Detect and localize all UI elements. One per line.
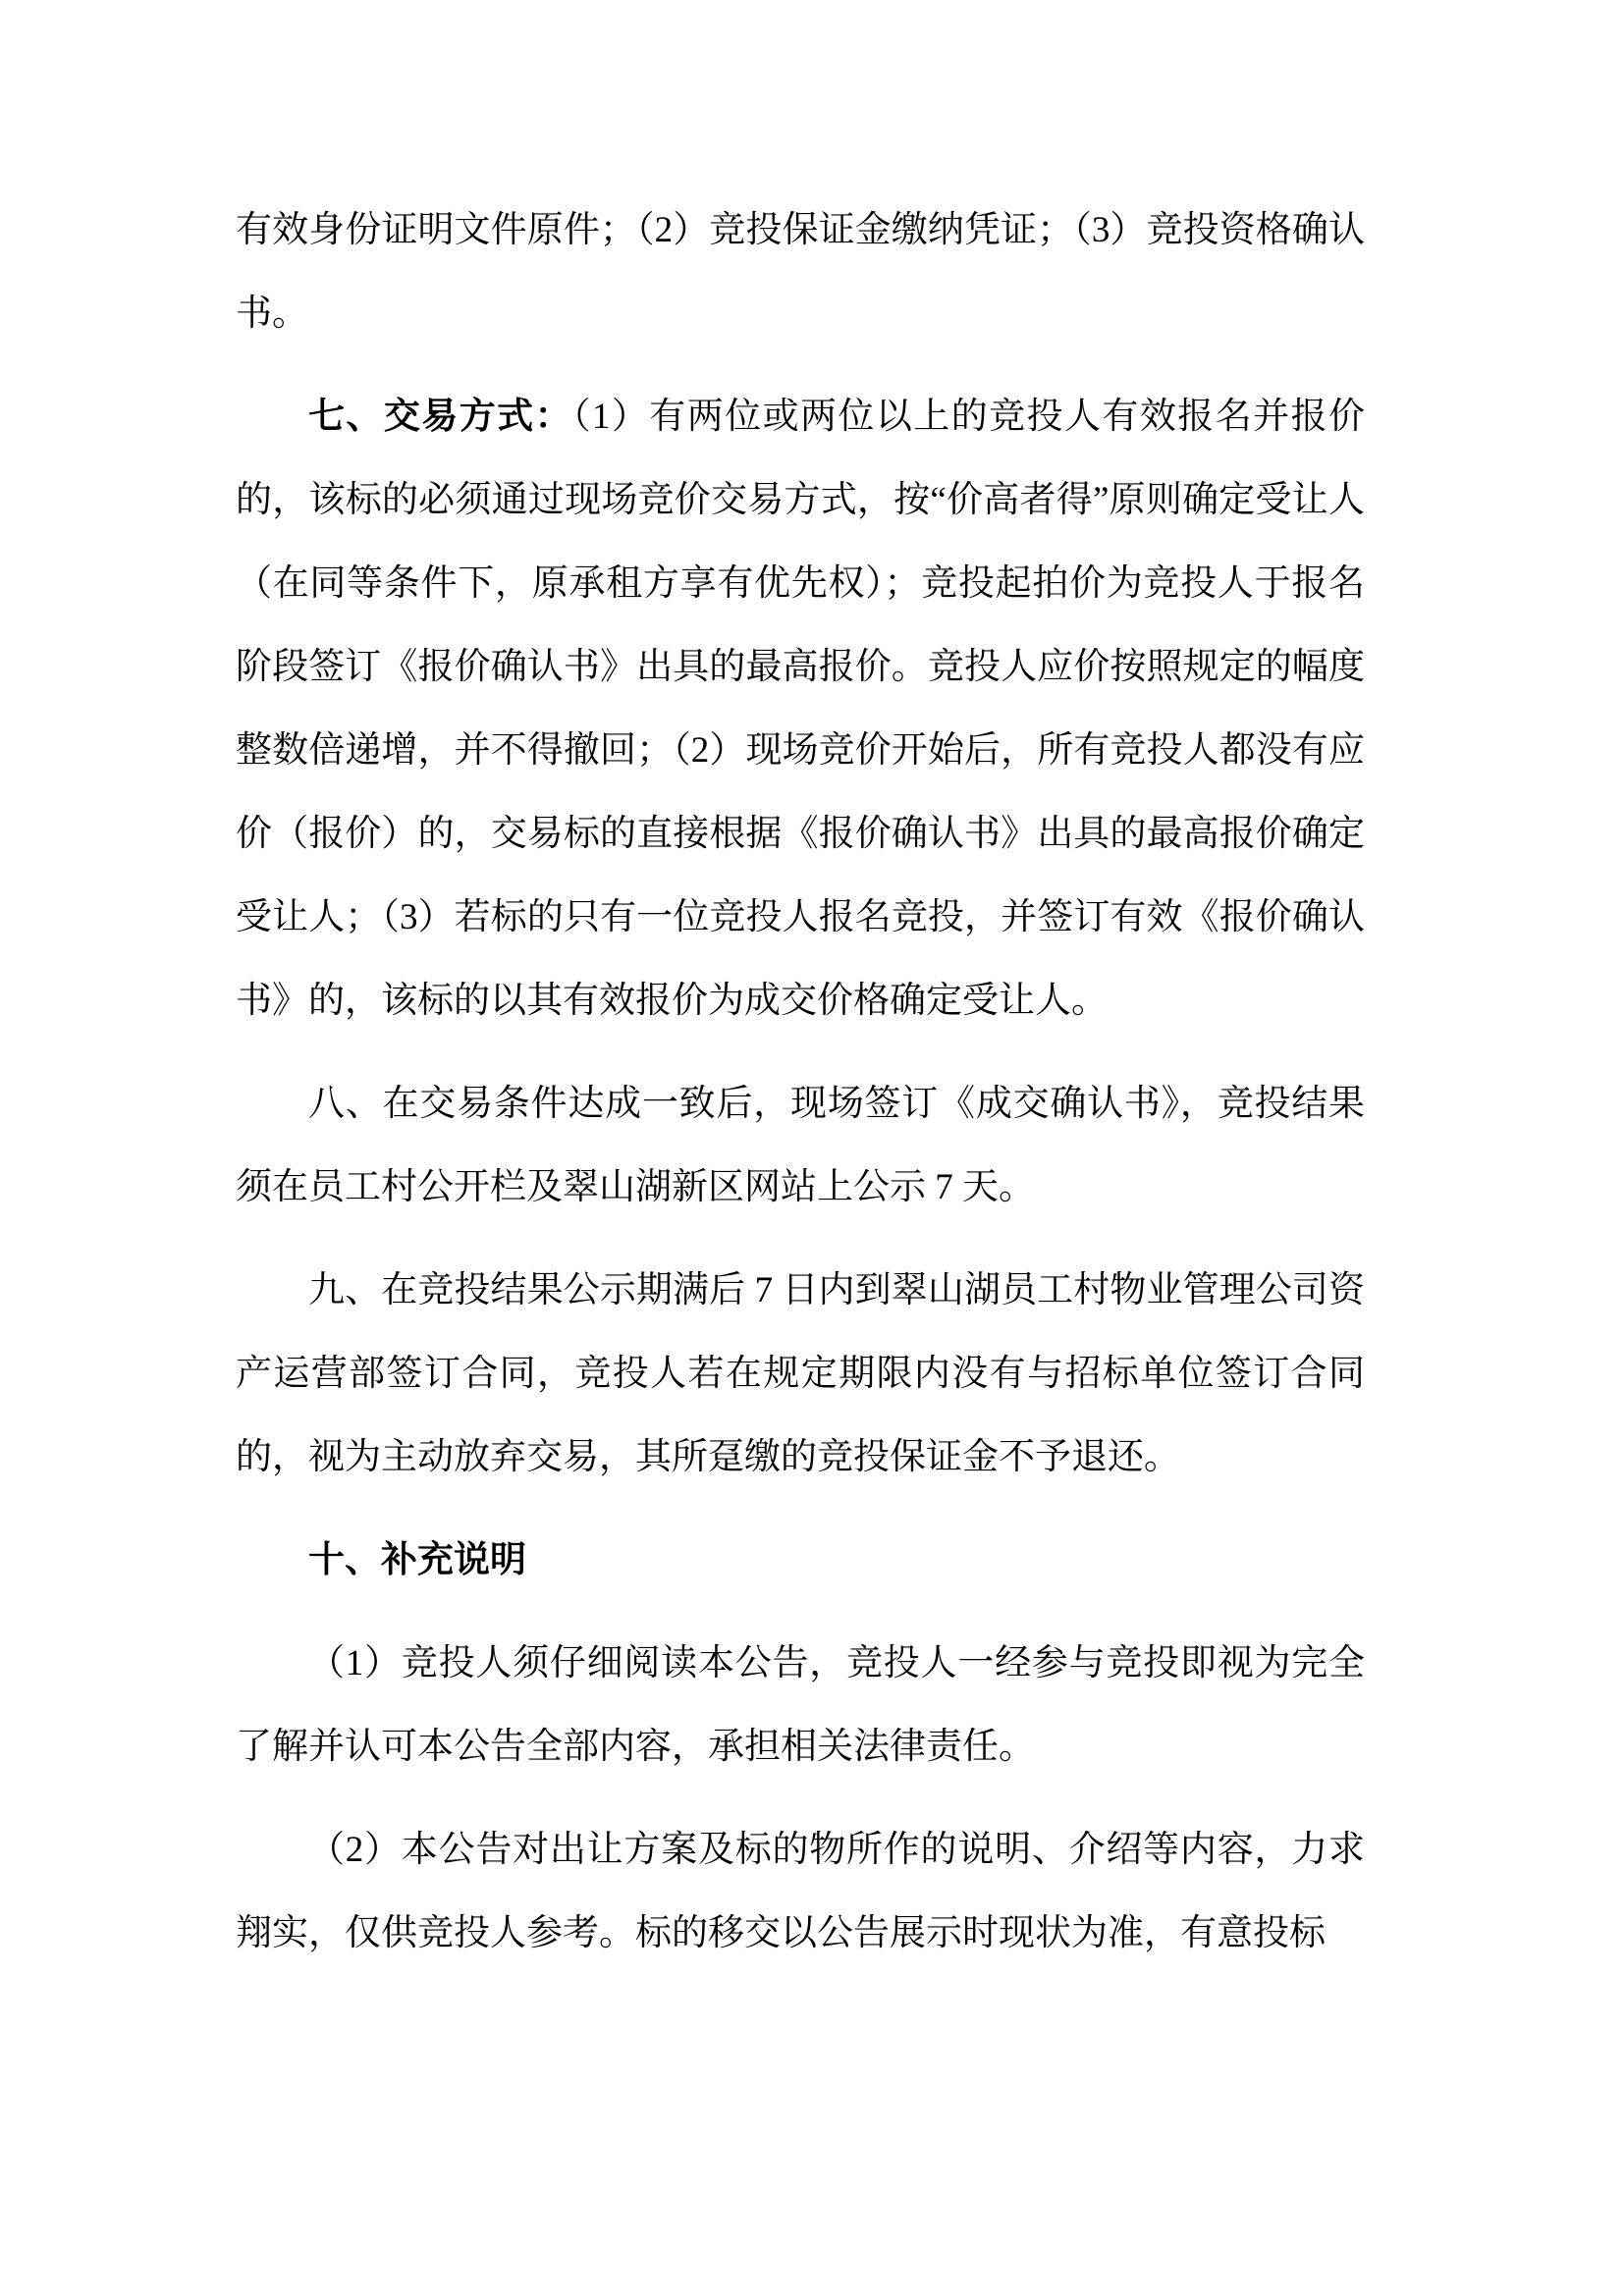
para-note-1 <box>236 1622 1365 1789</box>
text-run: 八、在交易条件达成一致后，现场签订《成交确认书》，竞投结果须在员工村公开栏及翠山湖新区网站上公示 7 天。 <box>236 1084 1365 1207</box>
text-run: 九、在竞投结果公示期满后 7 日内到翠山湖员工村物业管理公司资产运营部签订合同，竞投人若在规定期限内没有与招标单位签订合同的，视为主动放弃交易，其所趸缴的竞投保证金不予退还。 <box>236 1270 1365 1477</box>
para-note-2 <box>236 1808 1365 1975</box>
text-run: （1）竞投人须仔细阅读本公告，竞投人一经参与竞投即视为完全了解并认可本公告全部内容，承担相关法律责任。 <box>236 1643 1365 1767</box>
text-run: （1）有两位或两位以上的竞投人有效报名并报价的，该标的必须通过现场竞价交易方式，按“价高者得”原则确定受让人（在同等条件下，原承租方享有优先权）；竞投起拍价为竞投人于报名阶段签订《报价确认书》出具的最高报价。竞投人应价按照规定的幅度整数倍递增，并不得撤回；（2）现场竞价开始后，所有竞投人都没有应价（报价）的，交易标的直接根据《报价确认书》出具的最高报价确定受让人；（3）若标的只有一位竞投人报名竞投，并签订有效《报价确认书》的，该标的以其有效报价为成交价格确定受让人。 <box>236 397 1365 1021</box>
bold-text-run: 十、补充说明 <box>308 1540 526 1580</box>
para-section-8-confirmation <box>236 1062 1365 1229</box>
para-section-7-trade-method <box>236 375 1365 1042</box>
text-run: 有效身份证明文件原件；（2）竞投保证金缴纳凭证；（3）竞投资格确认书。 <box>236 210 1365 334</box>
para-continuation-documents <box>236 188 1365 355</box>
bold-text-run: 七、交易方式： <box>308 397 572 437</box>
para-section-10-heading <box>236 1519 1365 1602</box>
para-section-9-contract <box>236 1249 1365 1499</box>
text-run: （2）本公告对出让方案及标的物所作的说明、介绍等内容，力求翔实，仅供竞投人参考。标的移交以公告展示时现状为准，有意投标 <box>236 1830 1365 1953</box>
